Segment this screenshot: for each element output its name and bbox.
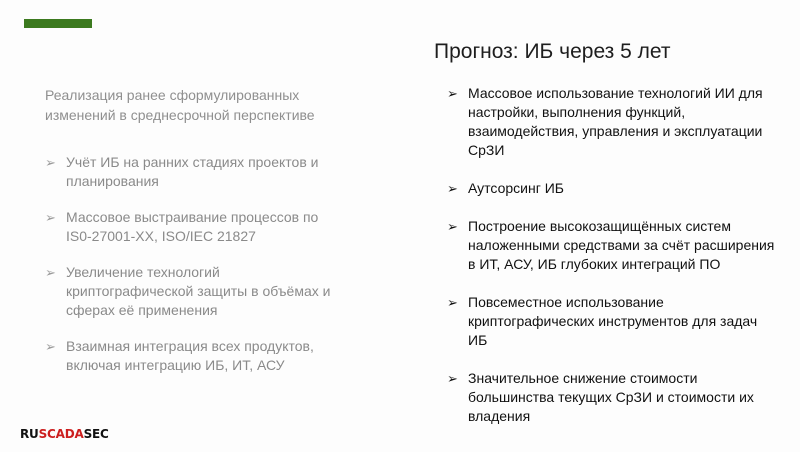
left-list-item	[45, 153, 345, 191]
logo-part-ru: RU	[20, 427, 39, 441]
left-list-item-text: Массовое выстраивание процессов по IS0-27001-XX, ISO/IEC 21827	[66, 209, 319, 244]
right-list-item-text: Значительное снижение стоимости большинства текущих СрЗИ и стоимости их владения	[468, 370, 754, 424]
arrow-bullet-icon: ➢	[447, 86, 458, 101]
right-list-item	[447, 369, 777, 426]
left-bullet-list	[45, 153, 345, 392]
accent-bar	[24, 19, 92, 28]
right-bullet-list	[447, 84, 777, 445]
arrow-bullet-icon: ➢	[447, 371, 458, 386]
left-list-item-text: Увеличение технологий криптографической защиты в объёмах и сферах её применения	[66, 264, 331, 318]
ruscadasec-logo	[20, 427, 109, 441]
right-list-item	[447, 84, 777, 160]
arrow-bullet-icon: ➢	[447, 219, 458, 234]
arrow-bullet-icon: ➢	[447, 181, 458, 196]
logo-part-sec: SEC	[83, 427, 109, 441]
arrow-bullet-icon: ➢	[45, 265, 56, 280]
left-list-item-text: Взаимная интеграция всех продуктов, включая интеграцию ИБ, ИТ, АСУ	[66, 338, 314, 373]
right-list-item	[447, 217, 777, 274]
right-list-item-text: Массовое использование технологий ИИ для настройки, выполнения функций, взаимодействия, управления и эксплуатации СрЗИ	[468, 85, 763, 158]
arrow-bullet-icon: ➢	[45, 210, 56, 225]
arrow-bullet-icon: ➢	[447, 295, 458, 310]
right-list-item	[447, 293, 777, 350]
left-intro-text: Реализация ранее сформулированных изменений в среднесрочной перспективе	[45, 87, 315, 123]
arrow-bullet-icon: ➢	[45, 339, 56, 354]
right-list-item-text: Построение высокозащищённых систем наложенными средствами за счёт расширения в ИТ, АСУ, ИБ глубоких интеграций ПО	[468, 218, 775, 272]
right-list-item-text: Повсеместное использование криптографических инструментов для задач ИБ	[468, 294, 758, 348]
slide-title: Прогноз: ИБ через 5 лет	[434, 40, 671, 63]
left-list-item	[45, 263, 345, 320]
left-list-item-text: Учёт ИБ на ранних стадиях проектов и планирования	[66, 154, 319, 189]
right-list-item	[447, 179, 777, 198]
left-list-item	[45, 337, 345, 375]
right-list-item-text: Аутсорсинг ИБ	[468, 180, 564, 196]
logo-part-scada: SCADA	[38, 427, 84, 441]
arrow-bullet-icon: ➢	[45, 155, 56, 170]
left-list-item	[45, 208, 345, 246]
